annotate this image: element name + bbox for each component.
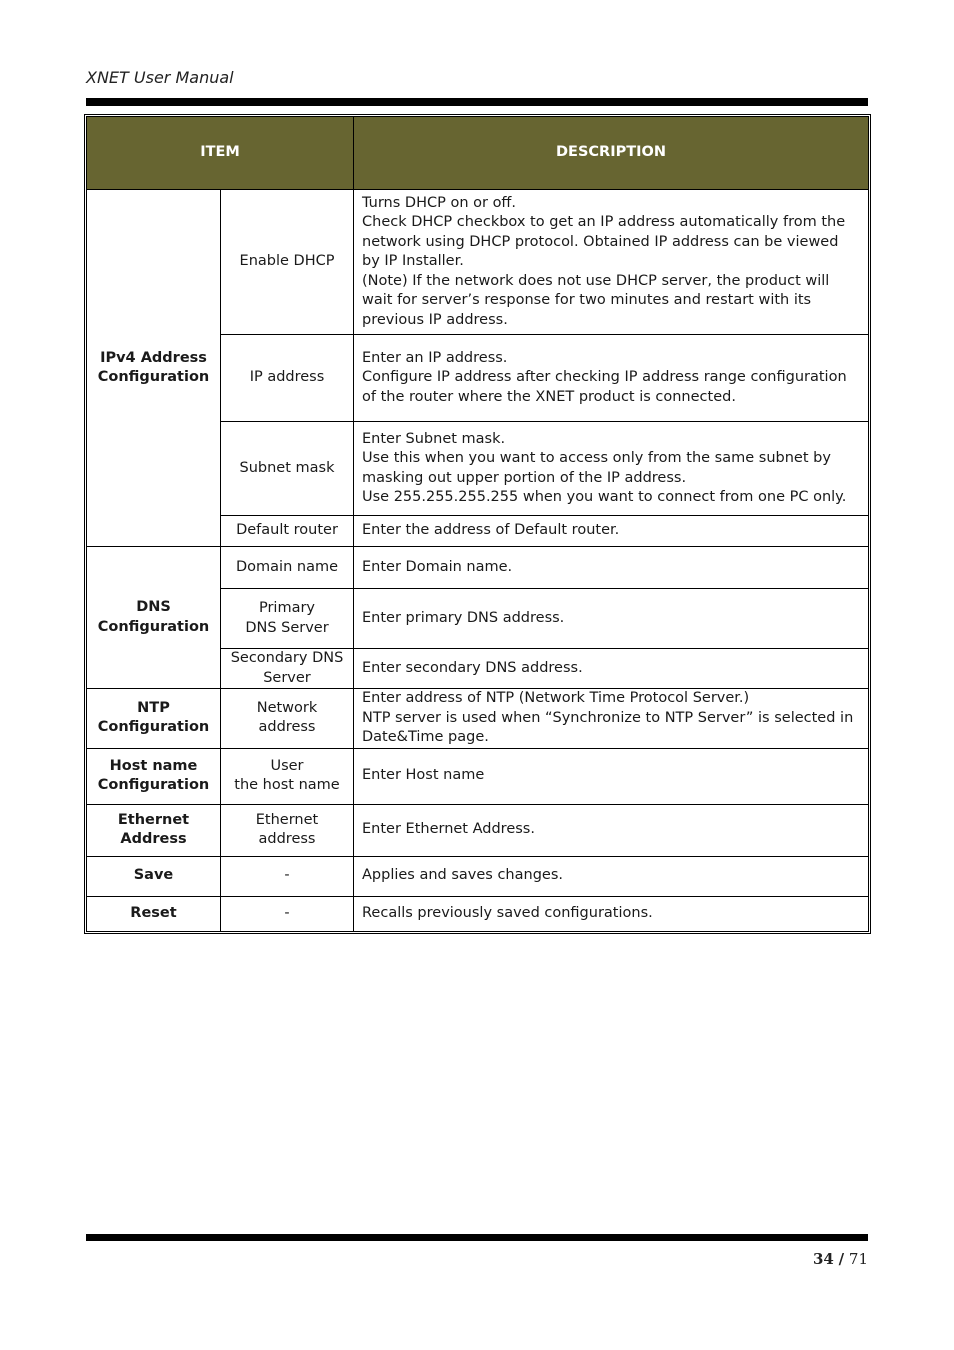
- table-row: [87, 689, 869, 749]
- description-cell: Enter address of NTP (Network Time Protocol Server.) NTP server is used when “Synchronize to NTP Server” is selected in Date&Time page.: [354, 689, 869, 749]
- page-current: 34: [812, 1250, 834, 1268]
- column-header-item: ITEM: [87, 117, 354, 190]
- item-cell: IP address: [221, 335, 354, 422]
- description-cell: Enter the address of Default router.: [354, 516, 869, 547]
- page-number: [813, 1250, 868, 1268]
- table-row: [87, 547, 869, 589]
- item-cell: Subnet mask: [221, 422, 354, 516]
- description-cell: Turns DHCP on or off. Check DHCP checkbox to get an IP address automatically from the network using DHCP protocol. Obtained IP address can be viewed by IP Installer. (Note) If the network does not use DHCP server, the product will wait for server’s response for two minutes and restart with its previous IP address.: [354, 190, 869, 335]
- table-row: [87, 804, 869, 856]
- document-header-title: XNET User Manual: [86, 68, 234, 87]
- table-row: [87, 748, 869, 804]
- column-header-description: DESCRIPTION: [354, 117, 869, 190]
- table-row: [87, 190, 869, 335]
- group-label: Save: [87, 856, 221, 896]
- description-cell: Applies and saves changes.: [354, 856, 869, 896]
- page-separator: /: [838, 1250, 845, 1268]
- group-label: Host name Configuration: [87, 748, 221, 804]
- item-cell: Enable DHCP: [221, 190, 354, 335]
- table-row: [87, 896, 869, 931]
- item-cell: Primary DNS Server: [221, 589, 354, 649]
- settings-table: [86, 116, 869, 932]
- description-cell: Enter Ethernet Address.: [354, 804, 869, 856]
- item-cell: -: [221, 856, 354, 896]
- table-row: [87, 856, 869, 896]
- item-cell: -: [221, 896, 354, 931]
- header-rule: [86, 98, 868, 106]
- description-cell: Recalls previously saved configurations.: [354, 896, 869, 931]
- footer-rule: [86, 1234, 868, 1241]
- description-cell: Enter Domain name.: [354, 547, 869, 589]
- table-header-row: [87, 117, 869, 190]
- description-cell: Enter primary DNS address.: [354, 589, 869, 649]
- item-cell: User the host name: [221, 748, 354, 804]
- group-label: IPv4 Address Configuration: [87, 190, 221, 547]
- group-label: NTP Configuration: [87, 689, 221, 749]
- description-cell: Enter Subnet mask. Use this when you want to access only from the same subnet by masking out upper portion of the IP address. Use 255.255.255.255 when you want to connect from one PC only.: [354, 422, 869, 516]
- item-cell: Ethernet address: [221, 804, 354, 856]
- page-total: 71: [848, 1250, 868, 1268]
- item-cell: Secondary DNS Server: [221, 649, 354, 689]
- description-cell: Enter Host name: [354, 748, 869, 804]
- group-label: DNS Configuration: [87, 547, 221, 689]
- group-label: Ethernet Address: [87, 804, 221, 856]
- item-cell: Network address: [221, 689, 354, 749]
- group-label: Reset: [87, 896, 221, 931]
- description-cell: Enter secondary DNS address.: [354, 649, 869, 689]
- description-cell: Enter an IP address. Configure IP address after checking IP address range configuration of the router where the XNET product is connected.: [354, 335, 869, 422]
- item-cell: Domain name: [221, 547, 354, 589]
- item-cell: Default router: [221, 516, 354, 547]
